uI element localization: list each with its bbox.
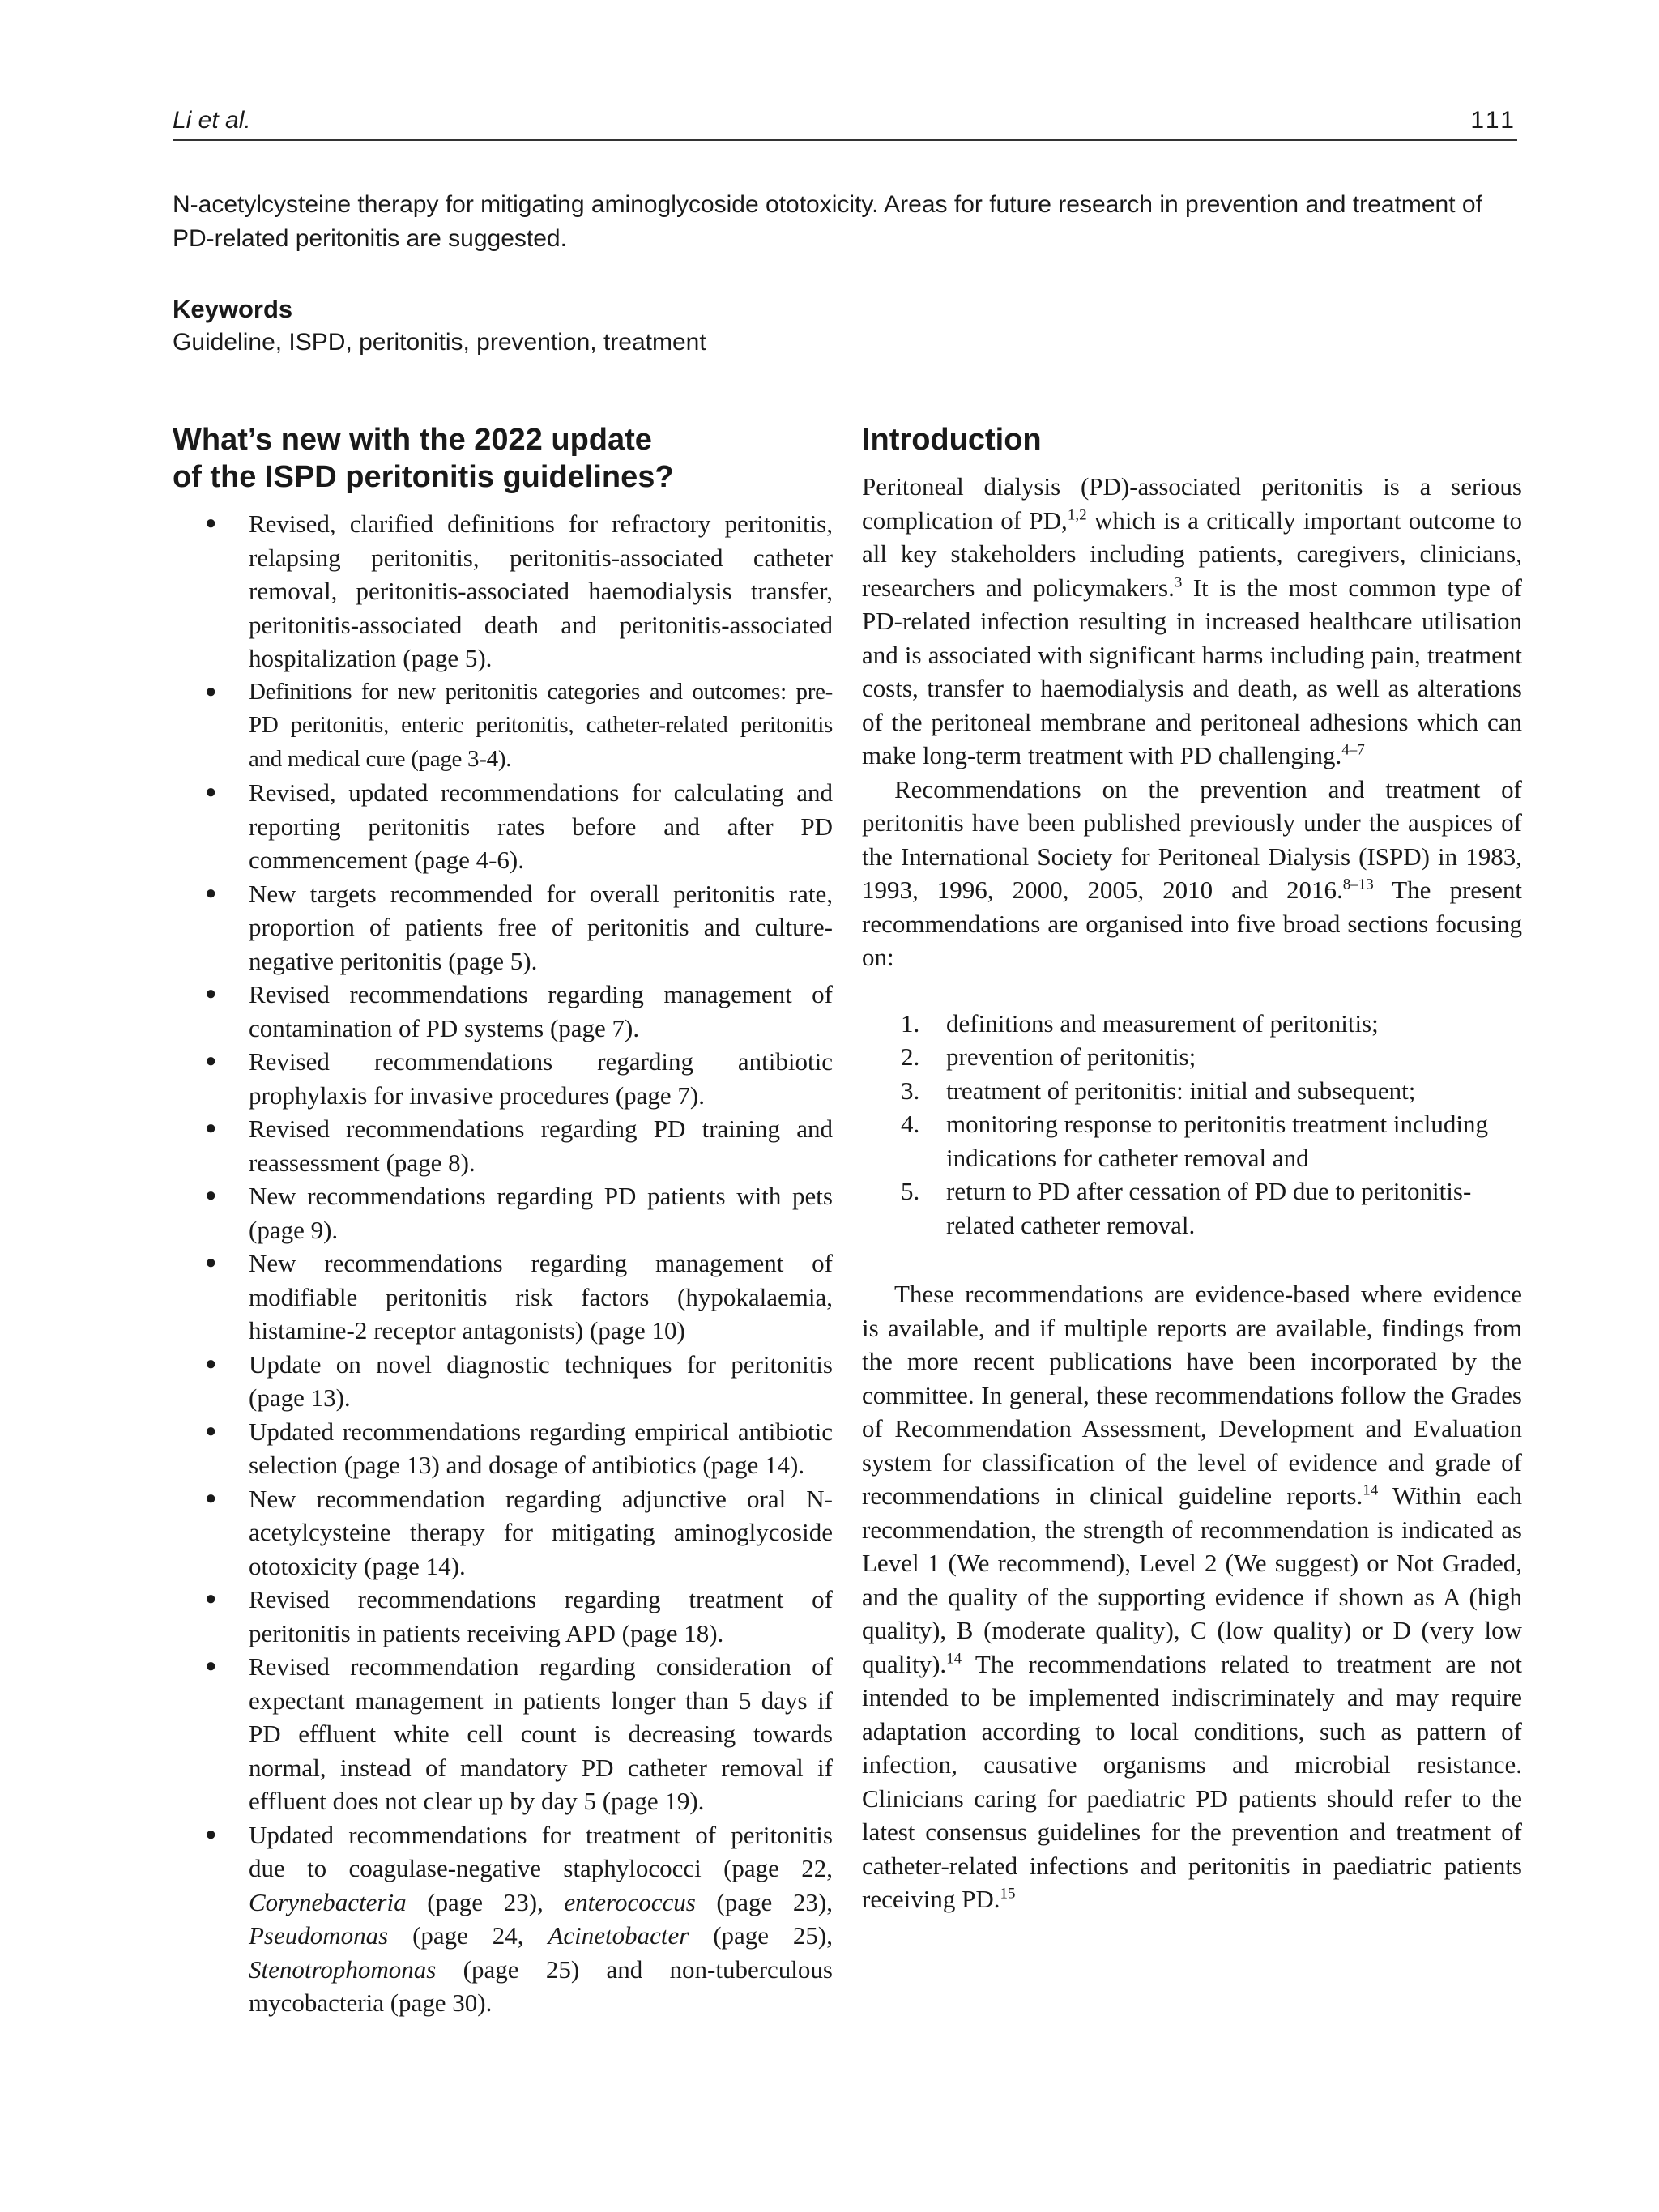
section-item [862,1007,1522,1041]
whats-new-item [173,1179,833,1247]
organism-name: Pseudomonas [249,1921,389,1950]
bullet-icon: ● [205,680,217,702]
bullet-icon: ● [205,1252,217,1273]
whats-new-item [173,507,833,676]
citation: 1,2 [1067,506,1087,524]
whats-new-item-text: Updated recommendations regarding empirical antibiotic selection (page 13) and dosage of antibiotics (page 14). [249,1417,833,1479]
organism-name: Stenotrophomonas [249,1954,437,1984]
bullet-icon: ● [205,1487,217,1509]
whats-new-item [173,1482,833,1583]
intro-text: The recommendations related to treatment are not intended to be implemented indiscriminately and may require adaptation according to local conditions, such as pattern of infection, causative organisms and microbial resistance. Clinicians caring for paediatric PD patients should refer to the latest consensus guidelines for the prevention and treatment of catheter-related infections and peritonitis in paediatric patients receiving PD. [862,1649,1522,1913]
whats-new-item [173,1348,833,1415]
whats-new-item-text: Revised recommendation regarding consideration of expectant management in patients longer than 5 days if PD effluent white cell count is decreasing towards normal, instead of mandatory PD catheter removal if effluent does not clear up by day 5 (page 19). [249,1652,833,1815]
section-number: 4. [901,1110,920,1138]
whats-new-heading-line1: What’s new with the 2022 update [173,423,652,457]
whats-new-item [173,1247,833,1348]
section-item [862,1074,1522,1108]
section-text: prevention of peritonitis; [946,1042,1196,1071]
abstract-tail: N-acetylcysteine therapy for mitigating aminoglycoside ototoxicity. Areas for future research in prevention and treatment of PD-related peritonitis are suggested. [173,191,1482,252]
whats-new-item-text [249,1821,833,2018]
running-header [173,104,1517,141]
citation: 15 [1000,1885,1016,1903]
citation: 14 [1363,1481,1379,1499]
citation: 4–7 [1341,741,1365,759]
introduction-column [862,421,1522,1916]
whats-new-item-text: Revised, updated recommendations for calculating and reporting peritonitis rates before and after PD commencement (page 4-6). [249,778,833,874]
section-number: 2. [901,1042,920,1071]
introduction-heading: Introduction [862,423,1042,457]
item-text-part: (page 25), [689,1921,833,1950]
whats-new-item-text: New recommendations regarding management of modifiable peritonitis risk factors (hypokalaemia, histamine-2 receptor antagonists) (page 10) [249,1249,833,1345]
section-item [862,1174,1522,1242]
intro-paragraph-3 [862,1277,1522,1916]
organism-name: enterococcus [564,1887,696,1916]
bullet-icon: ● [205,983,217,1004]
bullet-icon: ● [205,513,217,534]
sections-list [862,1007,1522,1242]
bullet-icon: ● [205,782,217,803]
whats-new-column [173,421,833,2020]
whats-new-item [173,978,833,1045]
bullet-icon: ● [205,1823,217,1845]
whats-new-item [173,676,833,777]
section-text: treatment of peritonitis: initial and subsequent; [946,1076,1416,1105]
whats-new-item [173,877,833,978]
whats-new-item [173,1045,833,1112]
intro-text: These recommendations are evidence-based where evidence is available, and if multiple reports are available, findings from the more recent publications have been incorporated by the committee. In general, these recommendations follow the Grades of Recommendation Assessment, Development and Evaluation system for classification of the level of evidence and grade of recommendations in clinical guideline reports. [862,1280,1522,1510]
bullet-icon: ● [205,1656,217,1677]
whats-new-item-text: Revised recommendations regarding management of contamination of PD systems (page 7). [249,980,833,1042]
intro-text: The present recommendations are organised into five broad sections focusing on: [862,876,1523,971]
item-text-part: Updated recommendations for treatment of peritonitis due to coagulase-negative staphylococci (page 22, [249,1820,833,1882]
whats-new-item-text: Revised recommendations regarding antibiotic prophylaxis for invasive procedures (page 7). [249,1047,833,1110]
page-number: 111 [1470,107,1517,134]
section-text: monitoring response to peritonitis treatment including indications for catheter removal and [946,1110,1488,1172]
intro-text: It is the most common type of PD-related infection resulting in increased healthcare utilisation and is associated with significant harms including pain, treatment costs, transfer to haemodialysis and death, as well as alterations of the peritoneal membrane and peritoneal adhesions which can make long-term treatment with PD challenging. [862,573,1522,769]
section-number: 1. [901,1008,920,1038]
whats-new-item [173,1415,833,1482]
bullet-icon: ● [205,1185,217,1206]
citation: 3 [1174,573,1183,591]
whats-new-item [173,776,833,877]
section-text: return to PD after cessation of PD due to peritonitis-related catheter removal. [946,1177,1472,1239]
keywords-heading: Keywords [173,295,293,323]
bullet-icon: ● [205,1420,217,1442]
whats-new-item-text: Update on novel diagnostic techniques for peritonitis (page 13). [249,1349,833,1412]
whats-new-item [173,1818,833,2020]
keywords-text: Guideline, ISPD, peritonitis, prevention, treatment [173,329,706,356]
bullet-icon: ● [205,882,217,904]
intro-text: which is a critically important outcome to all key stakeholders including patients, caregivers, clinicians, researchers and policymakers. [862,505,1522,602]
whats-new-item [173,1112,833,1179]
bullet-icon: ● [205,1353,217,1375]
whats-new-heading-line2: of the ISPD peritonitis guidelines? [173,460,674,494]
bullet-icon: ● [205,1051,217,1072]
citation: 8–13 [1342,876,1374,893]
citation: 14 [946,1650,962,1668]
whats-new-item [173,1650,833,1818]
whats-new-item-text: New recommendations regarding PD patients with pets (page 9). [249,1182,833,1244]
section-item [862,1040,1522,1074]
section-number: 5. [901,1177,920,1205]
whats-new-item [173,1583,833,1650]
section-text: definitions and measurement of peritonitis; [946,1008,1379,1038]
section-item [862,1107,1522,1174]
item-text-part: (page 24, [388,1921,548,1950]
intro-paragraph-1 [862,470,1522,773]
section-number: 3. [901,1076,920,1105]
intro-paragraph-2 [862,773,1522,974]
running-header-author: Li et al. [173,107,251,134]
intro-text: Within each recommendation, the strength of recommendation is indicated as Level 1 (We recommend), Level 2 (We suggest) or Not Graded, and the quality of the supporting evidence if shown as A (high quality), B (moderate quality), C (low quality) or D (very low quality). [862,1481,1522,1678]
item-text-part: (page 25) and non-tuberculous mycobacteria (page 30). [249,1954,833,2017]
whats-new-item-text: Revised, clarified definitions for refractory peritonitis, relapsing peritonitis, peritonitis-associated catheter removal, peritonitis-associated haemodialysis transfer, peritonitis-associated death and peritonitis-associated hospitalization (page 5). [249,509,833,672]
intro-text: Peritoneal dialysis (PD)-associated peritonitis is a serious complication of PD, [862,472,1522,535]
item-text-part: (page 23), [406,1887,565,1916]
bullet-icon: ● [205,1588,217,1609]
whats-new-item-text: Revised recommendations regarding treatment of peritonitis in patients receiving APD (page 18). [249,1585,833,1647]
whats-new-heading [173,421,833,496]
bullet-icon: ● [205,1118,217,1139]
whats-new-item-text: Definitions for new peritonitis categories and outcomes: pre-PD peritonitis, enteric peritonitis, catheter-related peritonitis and medical cure (page 3-4). [249,678,833,772]
whats-new-item-text: New recommendation regarding adjunctive oral N-acetylcysteine therapy for mitigating aminoglycoside ototoxicity (page 14). [249,1484,833,1580]
item-text-part: (page 23), [695,1887,833,1916]
whats-new-item-text: Revised recommendations regarding PD training and reassessment (page 8). [249,1115,833,1177]
whats-new-item-text: New targets recommended for overall peritonitis rate, proportion of patients free of peritonitis and culture-negative peritonitis (page 5). [249,879,833,975]
intro-text: Recommendations on the prevention and treatment of peritonitis have been published previously under the auspices of the International Society for Peritoneal Dialysis (ISPD) in 1983, 1993, 1996, 2000, 2005, 2010 and 2016. [862,774,1522,904]
organism-name: Corynebacteria [249,1887,407,1916]
organism-name: Acinetobacter [548,1921,689,1950]
whats-new-list [173,507,833,2020]
